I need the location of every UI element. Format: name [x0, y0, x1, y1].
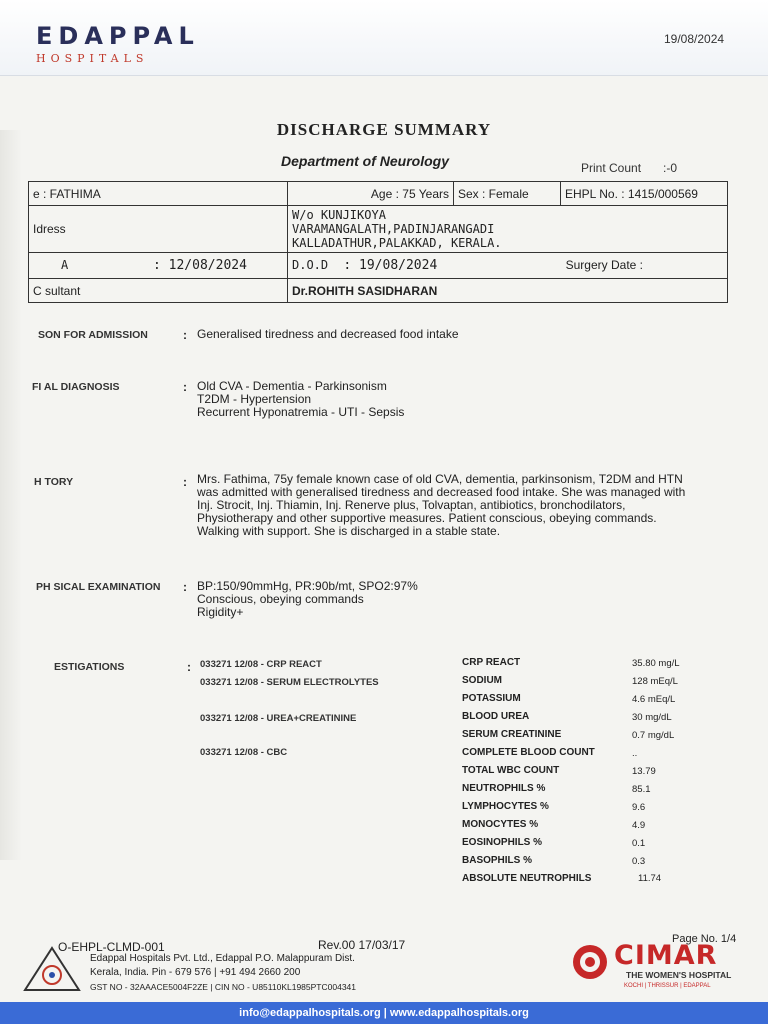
- reason-value: Generalised tiredness and decreased food intake: [197, 327, 459, 341]
- company-name: Edappal Hospitals Pvt. Ltd., Edappal P.O. Malappuram Dist.: [90, 953, 355, 964]
- partner-name: CIMAR: [614, 940, 718, 971]
- page-number: Page No. 1/4: [672, 933, 737, 945]
- result-value: 4.6 mEq/L: [632, 694, 676, 705]
- form-code: O-EHPL-CLMD-001: [58, 940, 165, 954]
- department: Department of Neurology: [281, 153, 450, 169]
- result-value: ..: [632, 748, 638, 759]
- colon: :: [183, 328, 187, 342]
- doa-value: : 12/08/2024: [153, 258, 247, 273]
- result-value: 30 mg/dL: [632, 712, 672, 723]
- patient-info-table: [28, 181, 728, 303]
- company-gst: GST NO - 32AAACE5004F2ZE | CIN NO - U85110KL1985PTC004341: [90, 982, 356, 992]
- investigation-order: 033271 12/08 - CBC: [200, 747, 288, 758]
- result-name: BASOPHILS %: [462, 855, 533, 866]
- dod-value: : 19/08/2024: [343, 258, 438, 273]
- history-line: Mrs. Fathima, 75y female known case of old CVA, dementia, parkinsonism, T2DM and HTN: [197, 472, 683, 486]
- patient-name: e : FATHIMA: [29, 182, 288, 206]
- result-value: 85.1: [632, 784, 651, 795]
- result-value: 9.6: [632, 802, 646, 813]
- diagnosis-list: [197, 380, 404, 419]
- result-value: 0.7 mg/dL: [632, 730, 675, 741]
- result-value: 13.79: [632, 766, 656, 777]
- diagnosis-item: T2DM - Hypertension: [197, 392, 312, 406]
- dod-cell: [288, 253, 728, 279]
- address-label: Idress: [29, 206, 288, 253]
- patient-age: Age : 75 Years: [288, 182, 454, 206]
- result-name: MONOCYTES %: [462, 819, 539, 830]
- company-contact: Kerala, India. Pin - 679 576 | +91 494 2660 200: [90, 967, 301, 978]
- address-line: W/o KUNJIKOYA: [292, 208, 386, 222]
- result-value: 0.3: [632, 856, 646, 867]
- exam-line: Conscious, obeying commands: [197, 592, 364, 606]
- colon: :: [183, 380, 187, 394]
- document-title: DISCHARGE SUMMARY: [276, 120, 492, 139]
- consultant-name: Dr.ROHITH SASIDHARAN: [288, 279, 728, 303]
- result-value: 128 mEq/L: [632, 676, 678, 687]
- history-line: Walking with support. She is discharged in a stable state.: [197, 524, 501, 538]
- result-name: COMPLETE BLOOD COUNT: [462, 747, 595, 758]
- result-value: 35.80 mg/L: [632, 658, 680, 669]
- logo-sub-text: HOSPITALS: [36, 52, 149, 65]
- address-line: KALLADATHUR,PALAKKAD, KERALA.: [292, 236, 502, 250]
- header-date: 19/08/2024: [664, 32, 725, 46]
- result-name: EOSINOPHILS %: [462, 837, 543, 848]
- hospital-emblem-icon: [22, 945, 82, 993]
- result-name: LYMPHOCYTES %: [462, 801, 549, 812]
- patient-sex: Sex : Female: [454, 182, 561, 206]
- result-name: ABSOLUTE NEUTROPHILS: [462, 873, 592, 884]
- doa-cell: [29, 253, 288, 279]
- result-name: NEUTROPHILS %: [462, 783, 546, 794]
- diagnosis-item: Old CVA - Dementia - Parkinsonism: [197, 379, 387, 393]
- exam-line: BP:150/90mmHg, PR:90b/mt, SPO2:97%: [197, 579, 418, 593]
- colon: :: [187, 660, 191, 674]
- colon: :: [183, 475, 187, 489]
- reason-label: SON FOR ADMISSION: [38, 329, 148, 341]
- result-name: CRP REACT: [462, 657, 521, 668]
- revision: Rev.00 17/03/17: [318, 938, 406, 952]
- history-line: Inj. Strocit, Inj. Thiamin, Inj. Renerve plus, Tolvaptan, antibiotics, bronchodilators,: [197, 498, 626, 512]
- letterhead: [0, 0, 768, 76]
- partner-locations: KOCHI | THRISSUR | EDAPPAL: [624, 983, 711, 989]
- investigation-order: 033271 12/08 - SERUM ELECTROLYTES: [200, 677, 379, 688]
- partner-tagline: THE WOMEN'S HOSPITAL: [626, 970, 732, 980]
- result-value: 0.1: [632, 838, 646, 849]
- result-value: 4.9: [632, 820, 646, 831]
- consultant-label: C sultant: [29, 279, 288, 303]
- surgery-date: Surgery Date :: [565, 258, 643, 272]
- history-text: [197, 473, 737, 538]
- result-name: TOTAL WBC COUNT: [462, 765, 560, 776]
- print-count-value: :-0: [663, 161, 678, 175]
- investigation-order: 033271 12/08 - CRP REACT: [200, 659, 322, 670]
- contact-bar: info@edappalhospitals.org | www.edappalhospitals.org: [0, 1002, 768, 1024]
- investigations-label: ESTIGATIONS: [54, 661, 125, 673]
- hospital-logo: [36, 22, 200, 65]
- history-line: was admitted with generalised tiredness and decreased food intake. She was managed with: [197, 485, 686, 499]
- result-name: BLOOD UREA: [462, 711, 530, 722]
- result-value: 11.74: [638, 873, 662, 884]
- print-count-label: Print Count: [581, 161, 642, 175]
- result-name: POTASSIUM: [462, 693, 521, 704]
- logo-main-text: EDAPPAL: [36, 22, 200, 50]
- address-line: VARAMANGALATH,PADINJARANGADI: [292, 222, 495, 236]
- cimar-logo-icon: [570, 942, 610, 982]
- diagnosis-item: Recurrent Hyponatremia - UTI - Sepsis: [197, 405, 405, 419]
- exam-label: PH SICAL EXAMINATION: [36, 581, 161, 593]
- result-name: SERUM CREATININE: [462, 729, 562, 740]
- investigation-order: 033271 12/08 - UREA+CREATININE: [200, 713, 357, 724]
- history-label: H TORY: [34, 476, 74, 488]
- ehpl-number: EHPL No. : 1415/000569: [561, 182, 728, 206]
- diagnosis-label: FI AL DIAGNOSIS: [32, 381, 120, 393]
- doa-label: A: [61, 258, 69, 272]
- result-name: SODIUM: [462, 675, 502, 686]
- exam-text: [197, 580, 418, 619]
- page-shadow: [0, 130, 22, 860]
- print-count: [581, 161, 677, 175]
- history-line: Physiotherapy and other supportive measures. Patient conscious, obeying commands.: [197, 511, 657, 525]
- exam-line: Rigidity+: [197, 605, 244, 619]
- address-value: [288, 206, 728, 253]
- colon: :: [183, 580, 187, 594]
- dod-label: D.O.D: [292, 258, 329, 272]
